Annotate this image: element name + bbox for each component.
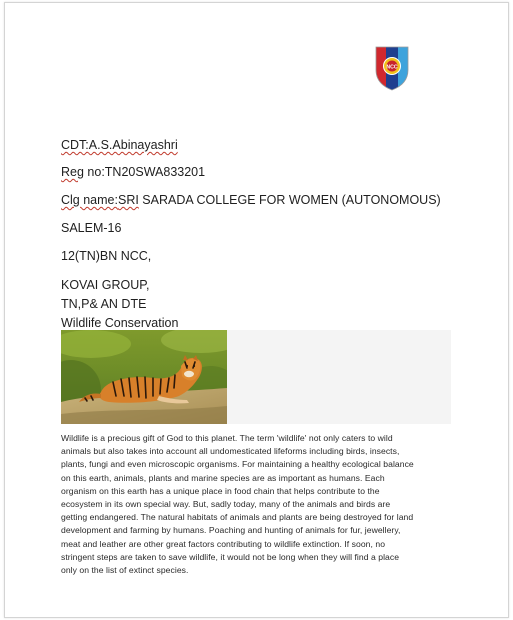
body-line: animals but also takes into account all undomesticated lifeforms including birds, insects, [61,446,400,457]
reg-number: no:TN20SWA833201 [83,165,206,179]
group-line: KOVAI GROUP, [61,278,150,292]
tiger-photo [61,330,227,424]
body-line: ecosystem in its own special way. But, sadly today, many of the animals and birds are [61,499,391,510]
document-title: Wildlife Conservation [61,316,179,330]
college-name: SARADA COLLEGE FOR WOMEN (AUTONOMOUS) [138,193,441,207]
body-line: stringent steps are taken to save wildlife, it would not be long when they will find a place [61,551,400,562]
body-line: organism on this earth has a unique place in food chain that helps contribute to the [61,485,380,496]
body-line: getting endangered. The natural habitats of animals and plants are being destroyed for land [61,512,414,523]
reg-line [61,164,205,180]
college-prefix: Clg name: [61,193,118,207]
cadet-name: A.S.Abinayashri [88,138,178,152]
logo-text: NCC [386,64,398,71]
body-line: on this earth, animals, plants and marine species are as important as humans. Each [61,472,385,483]
cadet-line [61,137,178,153]
directorate-line: TN,P& AN DTE [61,297,147,311]
city-line: SALEM-16 [61,221,122,235]
body-line: only on the list of extinct species. [61,565,189,576]
reg-prefix: Reg [61,165,84,179]
body-line: meat and leather are other great factors contributing to wildlife extinction. If soon, no [61,538,386,549]
body-paragraph [61,432,453,577]
ncc-crest-icon [373,44,411,92]
college-sri: SRI [117,193,139,207]
body-line: development and farming by humans. Poaching and hunting of animals for fur, jewellery, [61,525,401,536]
battalion-line: 12(TN)BN NCC, [61,249,152,263]
cadet-prefix: CDT: [61,138,89,152]
body-line: plants, fungi and even microscopic organisms. For maintaining a healthy ecological balance [61,459,414,470]
body-line: Wildlife is a precious gift of God to this planet. The term 'wildlife' not only caters to wild [61,433,393,443]
college-line [61,192,441,208]
